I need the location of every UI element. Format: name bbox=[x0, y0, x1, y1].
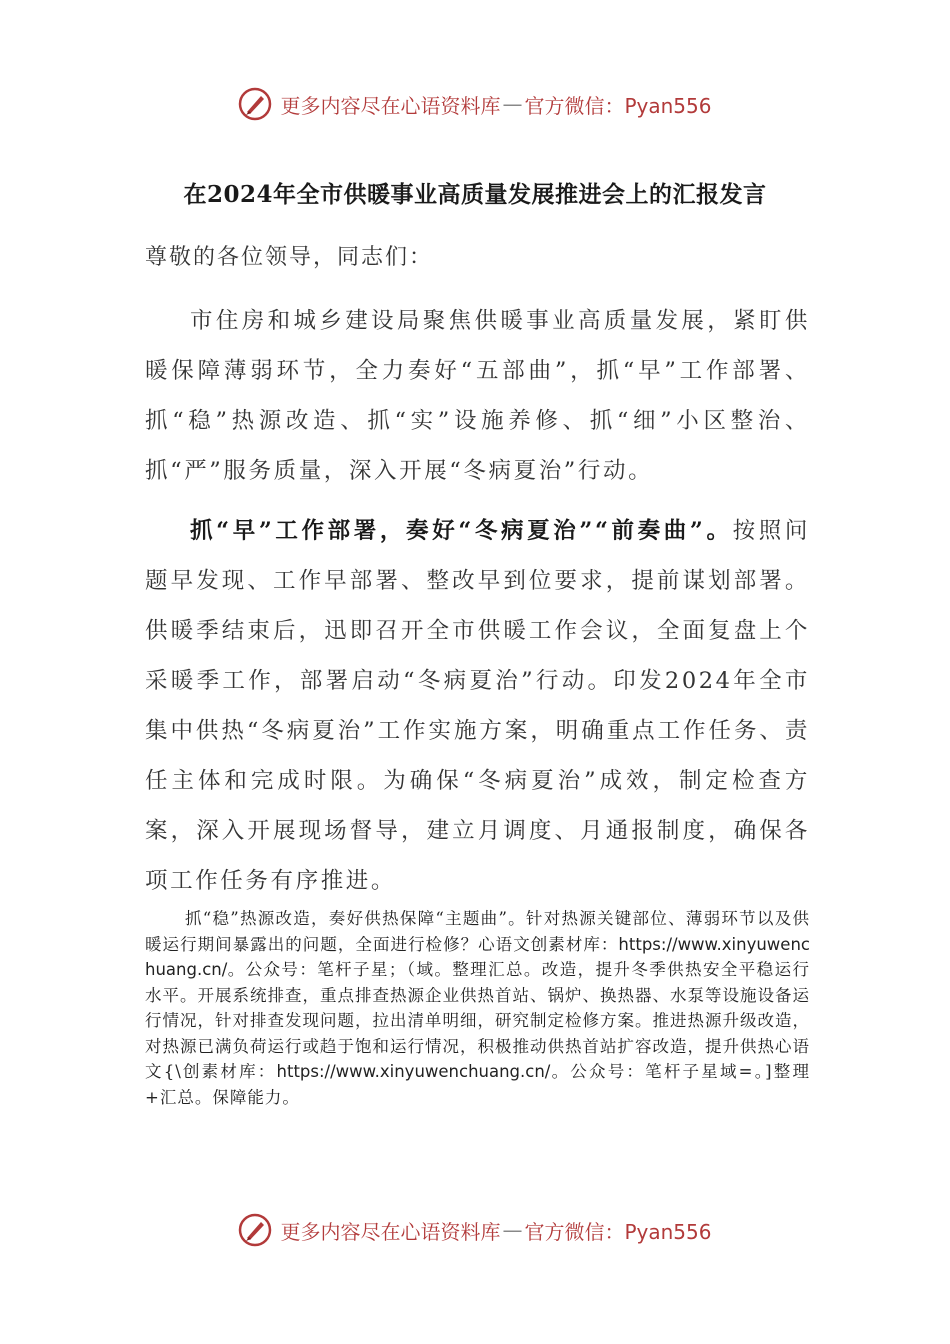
paragraph-body: 按照问题早发现、工作早部署、整改早到位要求，提前谋划部署。供暖季结束后，迅即召开全市供暖工作会议，全面复盘上个采暖季工作，部署启动“冬病夏治”行动。印发2024年全市集中供热“冬病夏治”工作实施方案，明确重点工作任务、责任主体和完成时限。为确保“冬病夏治”成效，制定检查方案，深入开展现场督导，建立月调度、月通报制度，确保各项工作任务有序推进。 bbox=[145, 518, 810, 894]
banner-wechat: 官方微信：Pyan556 bbox=[524, 1219, 712, 1244]
banner-separator: — bbox=[502, 92, 523, 116]
salutation: 尊敬的各位领导，同志们： bbox=[145, 245, 434, 270]
banner-wechat: 官方微信：Pyan556 bbox=[524, 93, 712, 118]
paragraph-heat-source bbox=[145, 906, 810, 1110]
url-link-1[interactable]: https://www.xinyuwenchuang.cn/ bbox=[145, 934, 810, 979]
small-text-3: 。公众号：笔杆子星域=。]整理+汇总。保障能力。 bbox=[145, 1062, 810, 1107]
banner-text: 更多内容尽在心语资料库 bbox=[280, 93, 501, 118]
pen-logo-icon bbox=[238, 1213, 272, 1247]
header-banner bbox=[0, 84, 950, 124]
small-text-1: 抓“稳”热源改造，奏好供热保障“主题曲”。针对热源关键部位、薄弱环节以及供暖运行期间暴露出的问题，全面进行检修？心语文创素材库： bbox=[145, 909, 810, 954]
small-text-2: 。公众号：笔杆子星；（域。整理汇总。改造，提升冬季供热安全平稳运行水平。开展系统排查，重点排查热源企业供热首站、锅炉、换热器、水泵等设施设备运行情况，针对排查发现问题，拉出清单明细，研究制定检修方案。推进热源升级改造，对热源已满负荷运行或趋于饱和运行情况，积极推动供热首站扩容改造，提升供热心语文{\创素材库： bbox=[145, 960, 810, 1081]
paragraph-lead: 抓“早”工作部署，奏好“冬病夏治”“前奏曲”。 bbox=[190, 518, 733, 544]
banner-separator: — bbox=[502, 1218, 523, 1242]
url-link-2[interactable]: https://www.xinyuwenchuang.cn/ bbox=[276, 1062, 551, 1081]
paragraph-intro: 市住房和城乡建设局聚焦供暖事业高质量发展，紧盯供暖保障薄弱环节，全力奏好“五部曲”，抓“早”工作部署、抓“稳”热源改造、抓“实”设施养修、抓“细”小区整治、抓“严”服务质量，深入开展“冬病夏治”行动。 bbox=[145, 308, 810, 484]
pen-logo-icon bbox=[238, 87, 272, 121]
banner-text: 更多内容尽在心语资料库 bbox=[280, 1219, 501, 1244]
paragraph-early-deployment bbox=[145, 506, 810, 906]
document-title: 在2024年全市供暖事业高质量发展推进会上的汇报发言 bbox=[183, 181, 767, 208]
footer-banner bbox=[0, 1210, 950, 1250]
